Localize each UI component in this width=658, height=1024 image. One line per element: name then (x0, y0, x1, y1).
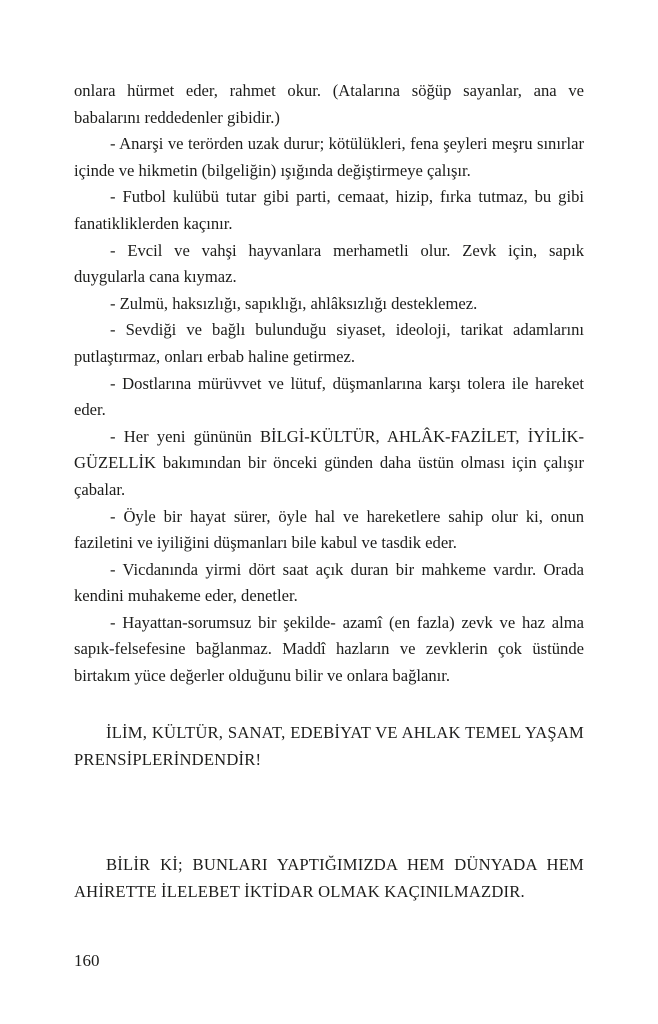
paragraph-animals: - Evcil ve vahşi hayvanlara merhametli olur. Zevk için, sapık duygularla cana kıymaz. (74, 240, 584, 287)
paragraph-continuation: onlara hürmet eder, rahmet okur. (Atalarına söğüp sayanlar, ana ve babalarını reddedenler gibidir.) (74, 81, 584, 127)
paragraph-tolerance: - Dostlarına mürüvvet ve lütuf, düşmanlarına karşı tolera ile hareket eder. (74, 373, 584, 420)
paragraph-anarchy: - Anarşi ve terörden uzak durur; kötülükleri, fena şeyleri meşru sınırlar içinde ve hikmetin (bilgeliğin) ışığında değiştirmeye çalışır. (74, 134, 584, 180)
paragraph-idolization: - Sevdiği ve bağlı bulunduğu siyaset, ideoloji, tarikat adamlarını putlaştırmaz, onları erbab haline getirmez. (74, 320, 584, 366)
paragraph-conscience: - Vicdanında yirmi dört saat açık duran bir mahkeme vardır. Orada kendini muhakeme eder, denetler. (74, 559, 584, 606)
conclusion-heading: BİLİR Kİ; BUNLARI YAPTIĞIMIZDA HEM DÜNYADA HEM AHİRETTE İLELEBET İKTİDAR OLMAK KAÇINILMAZDIR. (74, 855, 584, 901)
principle-heading: İLİM, KÜLTÜR, SANAT, EDEBİYAT VE AHLAK TEMEL YAŞAM PRENSİPLERİNDENDİR! (74, 723, 584, 769)
paragraph-pleasure: - Hayattan-sorumsuz bir şekilde- azamî (en fazla) zevk ve haz alma sapık-felsefesine bağlanmaz. Maddî hazların ve zevklerin çok üstünde birtakım yüce değerler olduğunu bilir ve onlara bağlanır. (74, 612, 584, 686)
paragraph-virtue: - Öyle bir hayat sürer, öyle hal ve hareketlere sahip olur ki, onun faziletini ve iyiliğini düşmanları bile kabul ve tasdik eder. (74, 506, 584, 553)
body-text (74, 78, 584, 690)
paragraph-injustice: - Zulmü, haksızlığı, sapıklığı, ahlâksızlığı desteklemez. (110, 293, 478, 313)
paragraph-daily-improvement: - Her yeni gününün BİLGİ-KÜLTÜR, AHLÂK-FAZİLET, İYİLİK- GÜZELLİK bakımından bir önceki günden daha üstün olması için çalışır çabalar. (74, 426, 584, 499)
page-number: 160 (74, 951, 100, 970)
paragraph-fanaticism: - Futbol kulübü tutar gibi parti, cemaat, hizip, fırka tutmaz, bu gibi fanatikliklerden kaçınır. (74, 187, 584, 233)
